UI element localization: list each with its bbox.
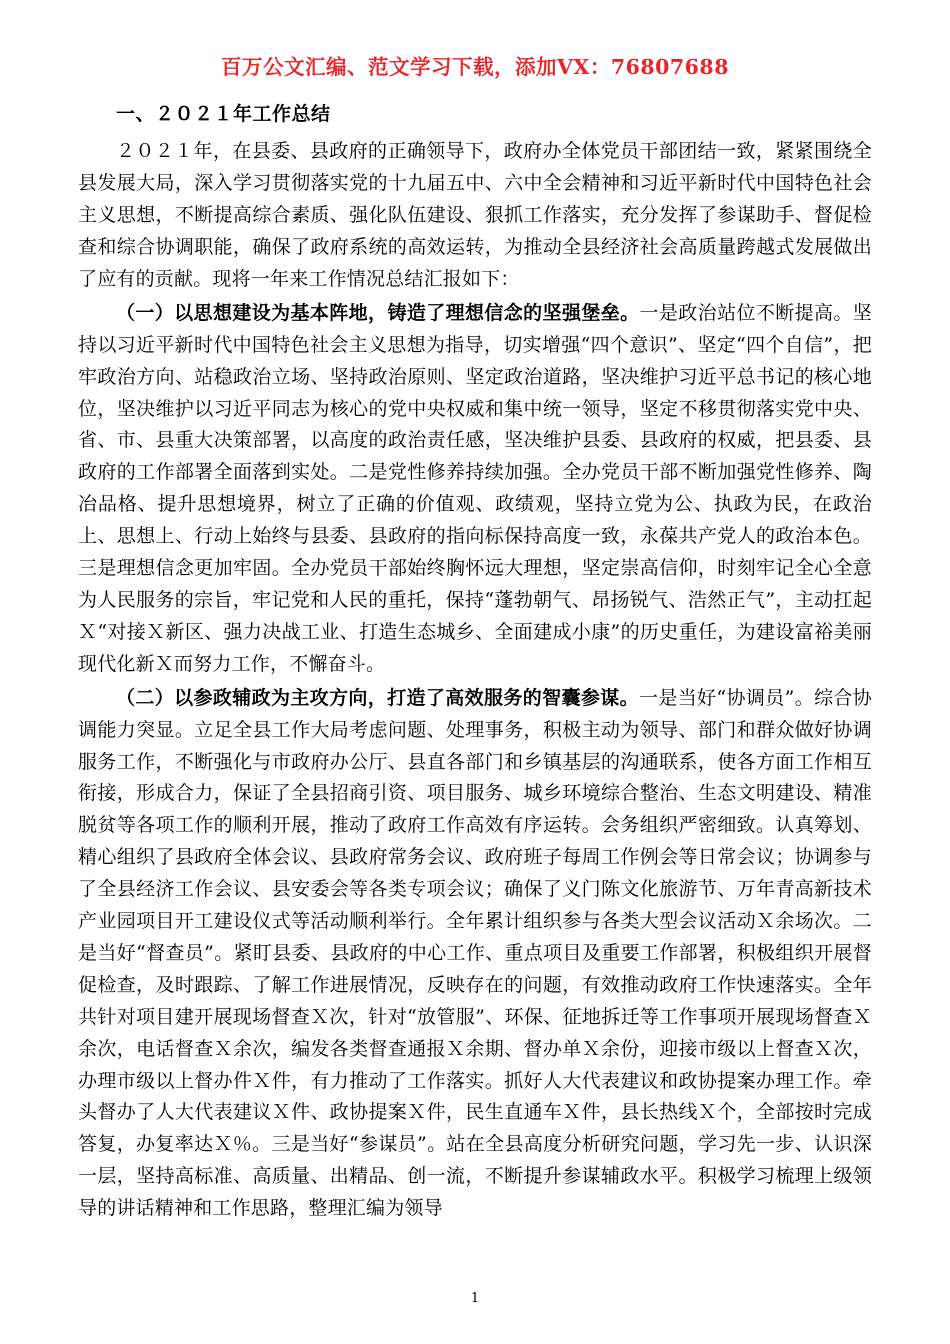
page-number: 1 bbox=[470, 1291, 480, 1306]
paragraph-section-two-text: 一是当好“协调员”。综合协调能力突显。立足全县工作大局考虑问题、处理事务，积极主动为领导、部门和群众做好协调服务工作，不断强化与市政府办公厅、县直各部门和乡镇基层的沟通联系，使各方面工作相互衔接，形成合力，保证了全县招商引资、项目服务、城乡环境综合整治、生态文明建设、精准脱贫等各项工作的顺利开展，推动了政府工作高效有序运转。会务组织严密细致。认真筹划、精心组织了县政府全体会议、县政府常务会议、政府班子每周工作例会等日常会议；协调参与了全县经济工作会议、县安委会等各类专项会议；确保了义门陈文化旅游节、万年青高新技术产业园项目开工建设仪式等活动顺利举行。全年累计组织参与各类大型会议活动Ｘ余场次。二是当好“督查员”。紧盯县委、县政府的中心工作、重点项目及重要工作部署，积极组织开展督促检查，及时跟踪、了解工作进展情况，反映存在的问题，有效推动政府工作快速落实。全年共针对项目建开展现场督查Ｘ次，针对“放管服”、环保、征地拆迁等工作事项开展现场督查Ｘ余次，电话督查Ｘ余次，编发各类督查通报Ｘ余期、督办单Ｘ余份，迎接市级以上督查Ｘ次，办理市级以上督办件Ｘ件，有力推动了工作落实。抓好人大代表建议和政协提案办理工作。牵头督办了人大代表建议Ｘ件、政协提案Ｘ件，民生直通车Ｘ件，县长热线Ｘ个，全部按时完成答复，办复率达Ｘ％。三是当好“参谋员”。站在全县高度分析研究问题，学习先一步、认识深一层，坚持高标准、高质量、出精品、创一流，不断提升参谋辅政水平。积极学习梳理上级领导的讲话精神和工作思路，整理汇编为领导 bbox=[78, 686, 873, 1220]
paragraph-section-two bbox=[78, 683, 872, 1225]
paragraph-intro bbox=[78, 136, 872, 296]
promo-banner: 百万公文汇编、范文学习下载，添加VX：76807688 bbox=[221, 55, 729, 79]
section-heading: 一、２０２１年工作总结 bbox=[116, 103, 331, 125]
paragraph-intro-text: ２０２１年，在县委、县政府的正确领导下，政府办全体党员干部团结一致，紧紧围绕全县发展大局，深入学习贯彻落实党的十九届五中、六中全会精神和习近平新时代中国特色社会主义思想，不断提高综合素质、强化队伍建设、狠抓工作落实，充分发挥了参谋助手、督促检查和综合协调职能，确保了政府系统的高效运转，为推动全县经济社会高质量跨越式发展做出了应有的贡献。现将一年来工作情况总结汇报如下： bbox=[78, 140, 872, 290]
paragraph-section-one bbox=[78, 298, 872, 681]
paragraph-section-one-text: 一是政治站位不断提高。坚持以习近平新时代中国特色社会主义思想为指导，切实增强“四个意识”、坚定“四个自信”，把牢政治方向、站稳政治立场、坚持政治原则、坚定政治道路，坚决维护习近平总书记的核心地位，坚决维护以习近平同志为核心的党中央权威和集中统一领导，坚定不移贯彻落实党中央、省、市、县重大决策部署，以高度的政治责任感，坚决维护县委、县政府的权威，把县委、县政府的工作部署全面落到实处。二是党性修养持续加强。全办党员干部不断加强党性修养、陶冶品格、提升思想境界，树立了正确的价值观、政绩观，坚持立党为公、执政为民，在政治上、思想上、行动上始终与县委、县政府的指向标保持高度一致，永葆共产党人的政治本色。三是理想信念更加牢固。全办党员干部始终胸怀远大理想，坚定崇高信仰，时刻牢记全心全意为人民服务的宗旨，牢记党和人民的重托，保持“蓬勃朝气、昂扬锐气、浩然正气”，主动扛起Ｘ“对接Ｘ新区、强力决战工业、打造生态城乡、全面建成小康”的历史重任，为建设富裕美丽现代化新Ｘ而努力工作，不懈奋斗。 bbox=[78, 301, 872, 675]
paragraph-section-one-lead: （一）以思想建设为基本阵地，铸造了理想信念的坚强堡垒。 bbox=[116, 301, 640, 324]
paragraph-section-two-lead: （二）以参政辅政为主攻方向，打造了高效服务的智囊参谋。 bbox=[116, 686, 639, 709]
